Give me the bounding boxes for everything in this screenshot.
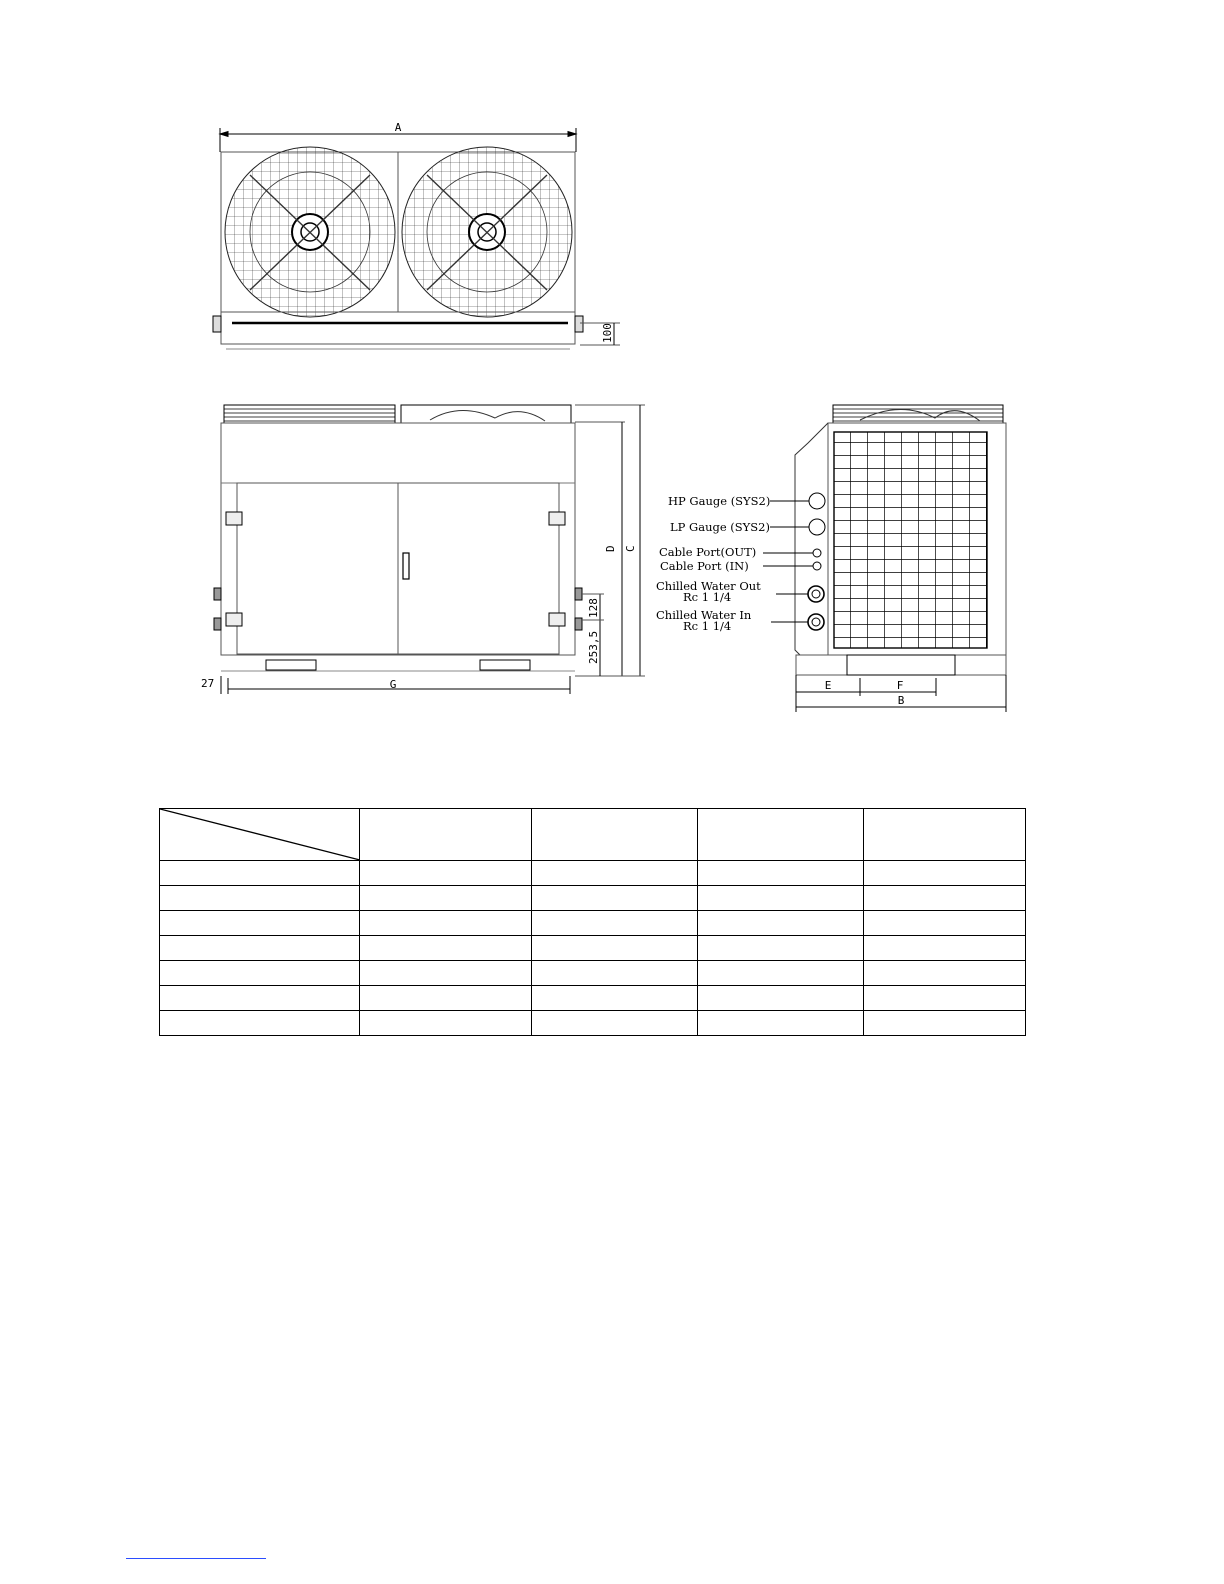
chilled-water-in-label: Chilled Water In — [656, 608, 752, 622]
dim-100-label: 100 — [601, 323, 614, 343]
table-cell — [698, 936, 864, 961]
table-cell — [160, 961, 360, 986]
table-cell — [360, 961, 532, 986]
table-cell — [360, 861, 532, 886]
table-cell — [864, 861, 1026, 886]
table-cell — [360, 911, 532, 936]
dim-a-label: A — [394, 121, 402, 134]
dim-128-label: 128 — [587, 598, 600, 618]
table-row — [160, 861, 1026, 886]
hp-gauge-label: HP Gauge (SYS2) — [668, 494, 771, 508]
table-cell — [360, 986, 532, 1011]
chiller-dimension-drawing — [0, 0, 1224, 760]
fan-left — [225, 147, 395, 317]
table-row — [160, 936, 1026, 961]
table-corner-cell — [160, 809, 360, 861]
dim-253-label: 253,5 — [587, 630, 600, 664]
table-cell — [698, 911, 864, 936]
table-cell — [160, 986, 360, 1011]
table-cell — [864, 1011, 1026, 1036]
dim-g-label: G — [389, 678, 397, 691]
chilled-water-out-size: Rc 1 1/4 — [683, 590, 732, 604]
dim-27-label: 27 — [201, 677, 215, 690]
table-cell — [160, 861, 360, 886]
table-cell — [160, 911, 360, 936]
lp-gauge-label: LP Gauge (SYS2) — [670, 520, 770, 534]
top-view — [213, 128, 620, 349]
table-row — [160, 1011, 1026, 1036]
table-cell — [864, 911, 1026, 936]
table-row — [160, 986, 1026, 1011]
table-cell — [360, 936, 532, 961]
table-cell — [160, 886, 360, 911]
table-header-cell — [532, 809, 698, 861]
dim-c-label: C — [624, 545, 637, 552]
dim-f-label: F — [896, 679, 904, 692]
dim-b-label: B — [897, 694, 905, 707]
table-header-row — [160, 809, 1026, 861]
table-cell — [864, 936, 1026, 961]
table-cell — [698, 886, 864, 911]
table-row — [160, 911, 1026, 936]
side-view — [763, 405, 1006, 712]
table-cell — [698, 861, 864, 886]
table-row — [160, 961, 1026, 986]
front-view — [214, 405, 645, 694]
dimension-table — [159, 808, 1026, 1036]
table-cell — [698, 986, 864, 1011]
diagonal-divider — [160, 809, 360, 860]
table-cell — [532, 861, 698, 886]
table-cell — [532, 1011, 698, 1036]
table-cell — [532, 961, 698, 986]
table-cell — [864, 961, 1026, 986]
table-cell — [360, 1011, 532, 1036]
table-cell — [160, 936, 360, 961]
footnote-separator — [126, 1558, 266, 1559]
table-cell — [864, 986, 1026, 1011]
table-header-cell — [698, 809, 864, 861]
cable-port-out-label: Cable Port(OUT) — [659, 545, 757, 559]
table-cell — [698, 1011, 864, 1036]
dim-e-label: E — [824, 679, 832, 692]
table-cell — [698, 961, 864, 986]
fan-right — [402, 147, 572, 317]
table-header-cell — [360, 809, 532, 861]
table-cell — [864, 886, 1026, 911]
table-header-cell — [864, 809, 1026, 861]
cable-port-in-label: Cable Port (IN) — [660, 559, 749, 573]
table-cell — [160, 1011, 360, 1036]
table-cell — [532, 986, 698, 1011]
table-cell — [360, 886, 532, 911]
chilled-water-out-label: Chilled Water Out — [656, 579, 761, 593]
chilled-water-in-size: Rc 1 1/4 — [683, 619, 732, 633]
table-cell — [532, 886, 698, 911]
table-cell — [532, 936, 698, 961]
table-cell — [532, 911, 698, 936]
table-row — [160, 886, 1026, 911]
dim-d-label: D — [604, 545, 617, 552]
